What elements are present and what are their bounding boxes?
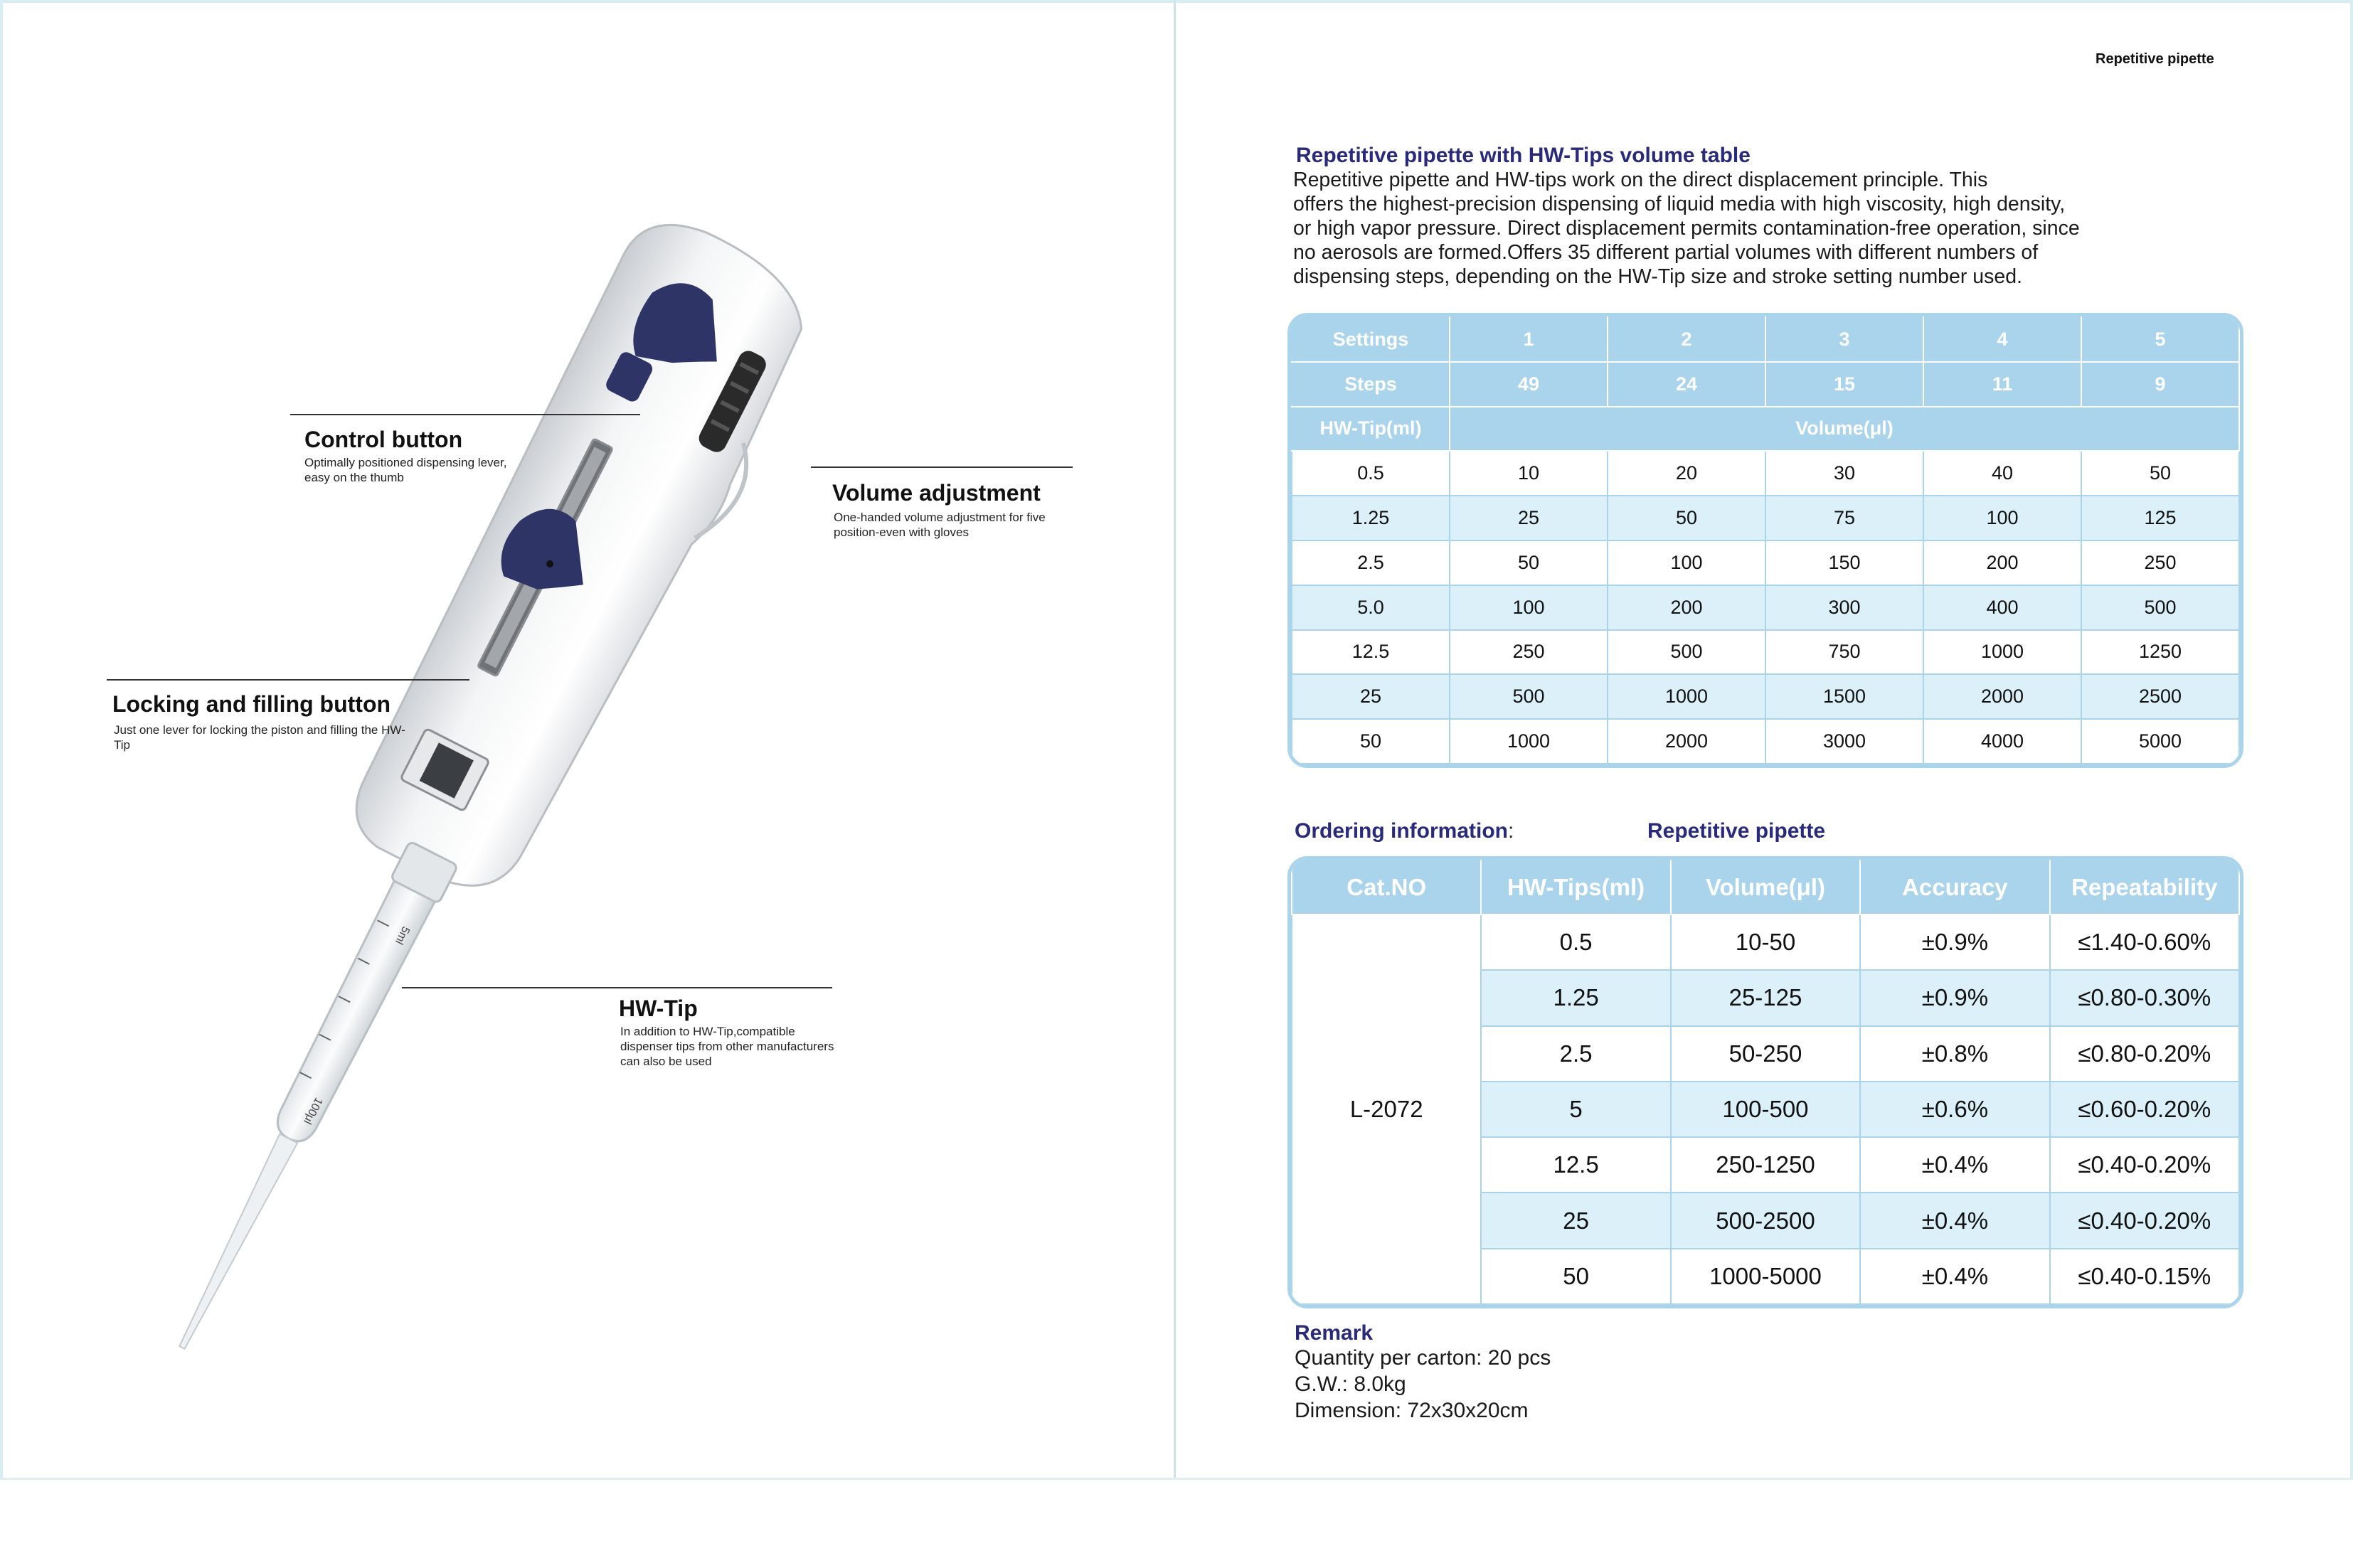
intro-line: or high vapor pressure. Direct displacement permits contamination-free operation, since [1293,217,2080,240]
steps-cell: 11 [1923,362,2081,407]
table-cell: 4000 [1923,719,2081,764]
ordering-header-row [1292,860,2239,914]
hw-tip-title: HW-Tip [619,996,698,1021]
page-edge-right [2350,0,2353,1479]
table-cell: ±0.6% [1860,1082,2049,1137]
table-row [1292,540,2239,585]
header-accuracy: Accuracy [1860,860,2049,914]
table-row [1292,585,2239,630]
header-cat-no: Cat.NO [1292,860,1481,914]
volume-adjustment-title: Volume adjustment [832,480,1041,506]
setting-cell: 4 [1923,317,2081,362]
header-hw-tips: HW-Tips(ml) [1481,860,1670,914]
table-cell: 1250 [2081,630,2239,675]
intro-line: Repetitive pipette and HW-tips work on the direct displacement principle. This [1293,169,1988,191]
table-cell: ≤0.80-0.30% [2050,970,2239,1025]
steps-label: Steps [1292,362,1450,407]
setting-cell: 5 [2081,317,2239,362]
table-cell: 100 [1608,540,1765,585]
table-cell: 2.5 [1292,540,1450,585]
table-cell: 50 [1481,1249,1670,1304]
steps-cell: 24 [1608,362,1765,407]
remark-weight: G.W.: 8.0kg [1295,1372,1406,1396]
table-row [1292,451,2239,496]
table-cell: 500 [1450,674,1608,719]
table-cell: 200 [1608,585,1765,630]
setting-cell: 3 [1765,317,1923,362]
table-cell: 750 [1765,630,1923,675]
table-cell: 25-125 [1671,970,1860,1025]
table-cell: 2000 [1923,674,2081,719]
table-cell: 5000 [2081,719,2239,764]
volume-adjustment-desc: One-handed volume adjustment for five position-even with gloves [834,511,1046,539]
table-cell: 250 [2081,540,2239,585]
table-cell: 25 [1450,496,1608,540]
table-cell: ±0.8% [1860,1026,2049,1082]
table-cell: 0.5 [1481,914,1670,970]
cat-no-cell: L-2072 [1292,914,1481,1304]
table-cell: 1000 [1608,674,1765,719]
page-fold [1174,0,1176,1479]
table-cell: 125 [2081,496,2239,540]
table-cell: 250 [1450,630,1608,675]
running-header: Repetitive pipette [2096,51,2214,67]
table-cell: 2500 [2081,674,2239,719]
table-cell: ±0.4% [1860,1193,2049,1248]
table-cell: 25 [1292,674,1450,719]
hw-tip-syringe [268,881,435,1149]
table-cell: ≤0.60-0.20% [2050,1082,2239,1137]
table-cell: 2000 [1608,719,1765,764]
locking-button-title: Locking and filling button [112,691,391,717]
settings-row [1292,317,2239,362]
ordering-product-name: Repetitive pipette [1647,819,1826,843]
table-cell: 50-250 [1671,1026,1860,1082]
table-cell: ≤0.40-0.20% [2050,1137,2239,1193]
table-row [1292,719,2239,764]
table-cell: ±0.4% [1860,1137,2049,1193]
table-row [1292,674,2239,719]
steps-cell: 9 [2081,362,2239,407]
table-cell: 1000-5000 [1671,1249,1860,1304]
table-cell: 100 [1923,496,2081,540]
table-cell: 0.5 [1292,451,1450,496]
tip-volume-header-row [1292,407,2239,452]
table-cell: 25 [1481,1193,1670,1248]
table-cell: 50 [2081,451,2239,496]
volume-label: Volume(μl) [1450,407,2239,452]
settings-label: Settings [1292,317,1450,362]
dispenser-tip [173,1134,297,1353]
control-button-title: Control button [304,427,463,452]
volume-callout-line [811,466,1073,468]
table-cell: 1500 [1765,674,1923,719]
table-cell: 2.5 [1481,1026,1670,1082]
table-cell: 12.5 [1292,630,1450,675]
table-cell: 50 [1292,719,1450,764]
table-cell: 100-500 [1671,1082,1860,1137]
table-cell: 1000 [1923,630,2081,675]
table-cell: ≤0.80-0.20% [2050,1026,2239,1082]
volume-table-title: Repetitive pipette with HW-Tips volume table [1296,144,1751,167]
intro-line: dispensing steps, depending on the HW-Tip size and stroke setting number used. [1293,265,2023,288]
hw-tip-label: HW-Tip(ml) [1292,407,1450,452]
table-cell: 5.0 [1292,585,1450,630]
intro-paragraph [1293,168,2232,289]
table-cell: 10-50 [1671,914,1860,970]
table-cell: 10 [1450,451,1608,496]
product-illustration [0,0,1174,1479]
table-cell: ±0.4% [1860,1249,2049,1304]
table-cell: 40 [1923,451,2081,496]
steps-row [1292,362,2239,407]
table-cell: 100 [1450,585,1608,630]
ordering-label-text: Ordering information [1295,819,1508,843]
table-cell: 400 [1923,585,2081,630]
table-cell: 250-1250 [1671,1137,1860,1193]
table-cell: 50 [1450,540,1608,585]
remark-title: Remark [1295,1321,1374,1345]
table-cell: 30 [1765,451,1923,496]
header-repeatability: Repeatability [2050,860,2239,914]
table-row [1292,630,2239,675]
pipette-body [333,203,829,916]
table-cell: 3000 [1765,719,1923,764]
table-cell: 200 [1923,540,2081,585]
setting-cell: 2 [1608,317,1765,362]
table-cell: 50 [1608,496,1765,540]
ordering-colon: : [1508,819,1514,843]
table-cell: 1000 [1450,719,1608,764]
syringe-mark-100ul: 100μl [301,1095,325,1126]
table-cell: ≤1.40-0.60% [2050,914,2239,970]
table-cell: 1.25 [1481,970,1670,1025]
ordering-table [1287,856,2243,1308]
locking-callout-line [107,679,469,681]
ordering-info-label [1295,819,1514,843]
table-cell: 20 [1608,451,1765,496]
table-cell: 1.25 [1292,496,1450,540]
steps-cell: 15 [1765,362,1923,407]
locking-button-desc: Just one lever for locking the piston and filling the HW-Tip [114,723,405,752]
remark-dimension: Dimension: 72x30x20cm [1295,1399,1529,1422]
setting-cell: 1 [1450,317,1608,362]
table-cell: 150 [1765,540,1923,585]
intro-line: offers the highest-precision dispensing of liquid media with high viscosity, high density, [1293,193,2066,215]
steps-cell: 49 [1450,362,1608,407]
control-button-desc: Optimally positioned dispensing lever, easy on the thumb [304,456,507,484]
table-cell: ±0.9% [1860,914,2049,970]
table-cell: 500 [2081,585,2239,630]
control-callout-line [290,414,640,415]
syringe-mark-5ml: 5ml [392,924,412,946]
table-cell: 500-2500 [1671,1193,1860,1248]
table-cell: 5 [1481,1082,1670,1137]
table-row [1292,914,2239,970]
header-volume: Volume(μl) [1671,860,1860,914]
table-cell: ±0.9% [1860,970,2049,1025]
table-cell: 300 [1765,585,1923,630]
volume-table [1287,313,2243,768]
table-cell: ≤0.40-0.15% [2050,1249,2239,1304]
intro-line: no aerosols are formed.Offers 35 different partial volumes with different numbers of [1293,241,2039,264]
hw-tip-desc: In addition to HW-Tip,compatible dispenser tips from other manufacturers can also be used [620,1025,834,1068]
table-cell: 12.5 [1481,1137,1670,1193]
remark-quantity: Quantity per carton: 20 pcs [1295,1346,1551,1370]
table-cell: ≤0.40-0.20% [2050,1193,2239,1248]
table-cell: 75 [1765,496,1923,540]
table-row [1292,496,2239,540]
hwtip-callout-line [402,987,832,988]
table-cell: 500 [1608,630,1765,675]
